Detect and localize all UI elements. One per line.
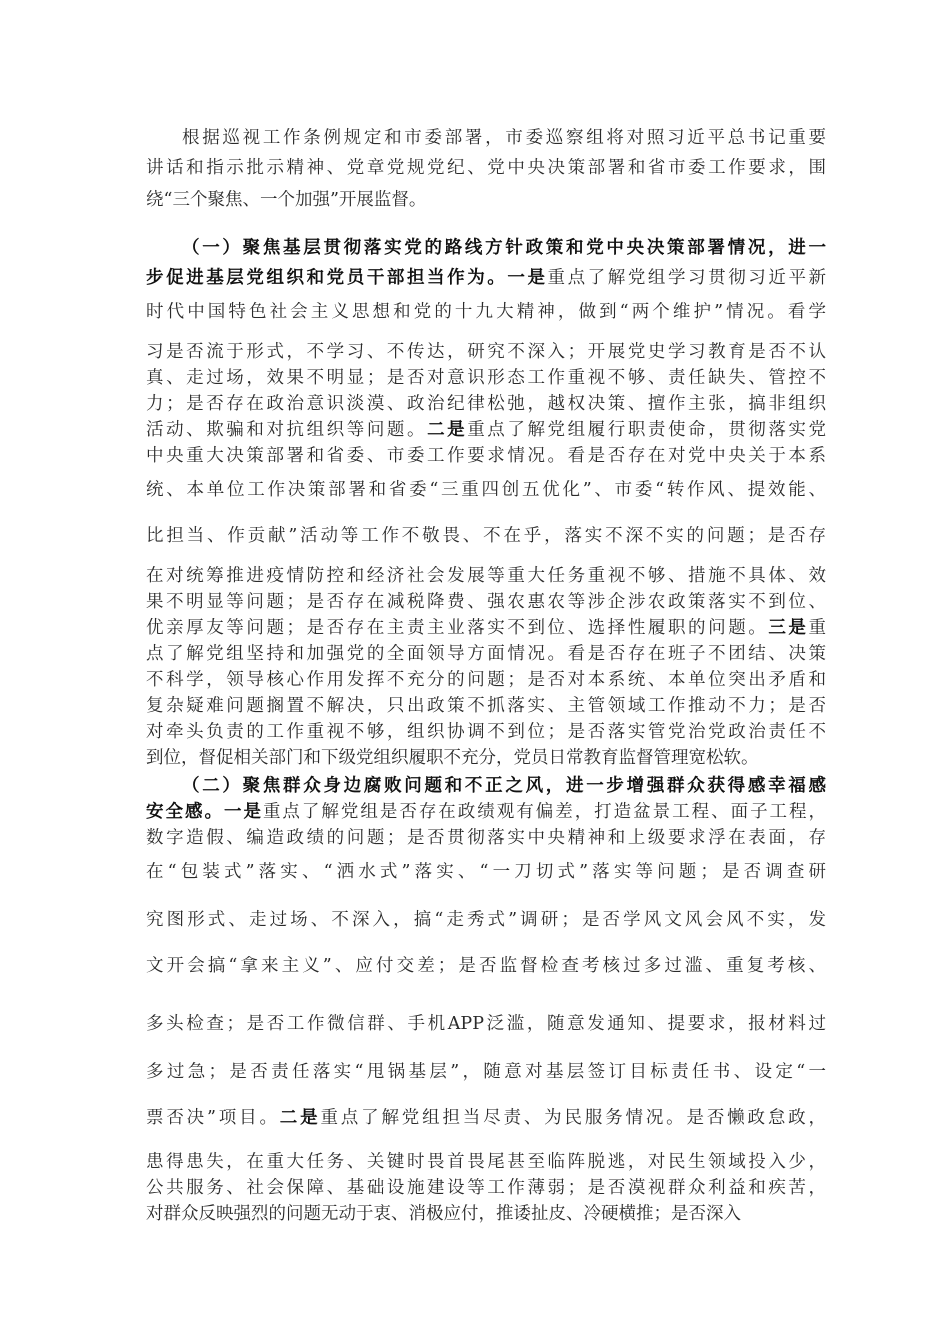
- text-line: [146, 720, 826, 744]
- body-text: 比担当、作贡献”活动等工作不敬畏、不在乎，落实不深不实的问题；是否存: [146, 526, 826, 546]
- body-text: 重点了解党组是否存在政绩观有偏差，打造盆景工程、面子工程，: [262, 802, 827, 822]
- text-line: [146, 908, 826, 932]
- bold-text: 二是: [279, 1108, 321, 1128]
- text-line: [146, 366, 826, 390]
- text-line: [146, 266, 826, 290]
- bold-text: 一是: [223, 802, 263, 822]
- body-text: 果不明显等问题；是否存在减税降费、强农惠农等涉企涉农政策落实不到位、: [146, 592, 826, 612]
- bold-text: （二）聚焦群众身边腐败问题和不正之风，进一步增强群众获得感幸福感: [182, 776, 826, 796]
- text-line: [146, 418, 826, 442]
- text-line: [146, 156, 826, 180]
- text-line: [146, 478, 826, 502]
- text-line: [146, 954, 826, 978]
- body-text: 统、本单位工作决策部署和省委“三重四创五优化”、市委“转作风、提效能、: [146, 480, 826, 500]
- body-text: 患得患失，在重大任务、关键时畏首畏尾甚至临阵脱逃，对民生领域投入少，: [146, 1152, 826, 1172]
- body-text: 绕“三个聚焦、一个加强”开展监督。: [146, 190, 427, 210]
- body-text: 票否决”项目。: [146, 1108, 280, 1128]
- text-line: [146, 1202, 826, 1226]
- text-line: [146, 668, 826, 692]
- text-line: [146, 444, 826, 468]
- body-text: 习是否流于形式，不学习、不传达，研究不深入；开展党史学习教育是否不认: [146, 342, 826, 362]
- body-text: 根据巡视工作条例规定和市委部署，市委巡察组将对照习近平总书记重要: [182, 128, 826, 148]
- body-text: 不科学，领导核心作用发挥不充分的问题；是否对本系统、本单位突出矛盾和: [146, 670, 826, 690]
- text-line: [146, 642, 826, 666]
- text-line: [182, 126, 826, 150]
- body-text: 多头检查；是否工作微信群、手机APP泛滥，随意发通知、提要求，报材料过: [146, 1014, 826, 1034]
- text-line: [182, 236, 826, 260]
- body-text: 在“包装式”落实、“洒水式”落实、“一刀切式”落实等问题；是否调查研: [146, 862, 826, 882]
- text-line: [146, 1060, 826, 1084]
- body-text: 对群众反映强烈的问题无动于衷、消极应付，推诿扯皮、冷硬横推；是否深入: [146, 1204, 741, 1224]
- text-line: [146, 524, 826, 548]
- text-line: [146, 826, 826, 850]
- body-text: 重: [808, 618, 827, 638]
- body-text: 在对统筹推进疫情防控和经济社会发展等重大任务重视不够、措施不具体、效: [146, 566, 826, 586]
- text-line: [146, 340, 826, 364]
- text-line: [146, 392, 826, 416]
- body-text: 中央重大决策部署和省委、市委工作要求情况。看是否存在对党中央关于本系: [146, 446, 826, 466]
- text-line: [146, 616, 826, 640]
- bold-text: 二是: [427, 420, 468, 440]
- bold-text: 步促进基层党组织和党员干部担当作为。: [146, 268, 508, 288]
- text-line: [146, 860, 826, 884]
- text-line: [146, 800, 826, 824]
- bold-text: 一是: [507, 268, 548, 288]
- body-text: 数字造假、编造政绩的问题；是否贯彻落实中央精神和上级要求浮在表面，存: [146, 828, 826, 848]
- body-text: 公共服务、社会保障、基础设施建设等工作薄弱；是否漠视群众利益和疾苦，: [146, 1178, 826, 1198]
- body-text: 复杂疑难问题搁置不解决，只出政策不抓落实、主管领域工作推动不力；是否: [146, 696, 826, 716]
- body-text: 究图形式、走过场、不深入，搞“走秀式”调研；是否学风文风会风不实，发: [146, 910, 826, 930]
- body-text: 重点了解党组担当尽责、为民服务情况。是否懒政怠政，: [320, 1108, 827, 1128]
- text-line: [146, 1012, 826, 1036]
- body-text: 点了解党组坚持和加强党的全面领导方面情况。看是否存在班子不团结、决策: [146, 644, 826, 664]
- text-line: [146, 746, 826, 770]
- bold-text: （一）聚焦基层贯彻落实党的路线方针政策和党中央决策部署情况，进一: [182, 238, 826, 258]
- text-line: [146, 1106, 826, 1130]
- text-line: [146, 590, 826, 614]
- body-text: 对牵头负责的工作重视不够，组织协调不到位；是否落实管党治党政治责任不: [146, 722, 826, 742]
- text-line: [182, 774, 826, 798]
- body-text: 重点了解党组学习贯彻习近平新: [547, 268, 827, 288]
- text-line: [146, 1176, 826, 1200]
- body-text: 文开会搞“拿来主义”、应付交差；是否监督检查考核过多过滥、重复考核、: [146, 956, 826, 976]
- body-text: 到位，督促相关部门和下级党组织履职不充分，党员日常教育监督管理宽松软。: [146, 748, 759, 768]
- text-line: [146, 188, 826, 212]
- text-line: [146, 564, 826, 588]
- body-text: 时代中国特色社会主义思想和党的十九大精神，做到“两个维护”情况。看学: [146, 302, 826, 322]
- body-text: 重点了解党组履行职责使命，贯彻落实党: [467, 420, 827, 440]
- bold-text: 安全感。: [146, 802, 224, 822]
- body-text: 真、走过场，效果不明显；是否对意识形态工作重视不够、责任缺失、管控不: [146, 368, 826, 388]
- body-text: 优亲厚友等问题；是否存在主责主业落实不到位、选择性履职的问题。: [146, 618, 769, 638]
- text-line: [146, 694, 826, 718]
- text-line: [146, 1150, 826, 1174]
- body-text: 力；是否存在政治意识淡漠、政治纪律松弛，越权决策、擅作主张，搞非组织: [146, 394, 826, 414]
- bold-text: 三是: [768, 618, 809, 638]
- text-line: [146, 300, 826, 324]
- body-text: 多过急；是否责任落实“甩锅基层”，随意对基层签订目标责任书、设定“一: [146, 1062, 826, 1082]
- body-text: 讲话和指示批示精神、党章党规党纪、党中央决策部署和省市委工作要求，围: [146, 158, 826, 178]
- body-text: 活动、欺骗和对抗组织等问题。: [146, 420, 428, 440]
